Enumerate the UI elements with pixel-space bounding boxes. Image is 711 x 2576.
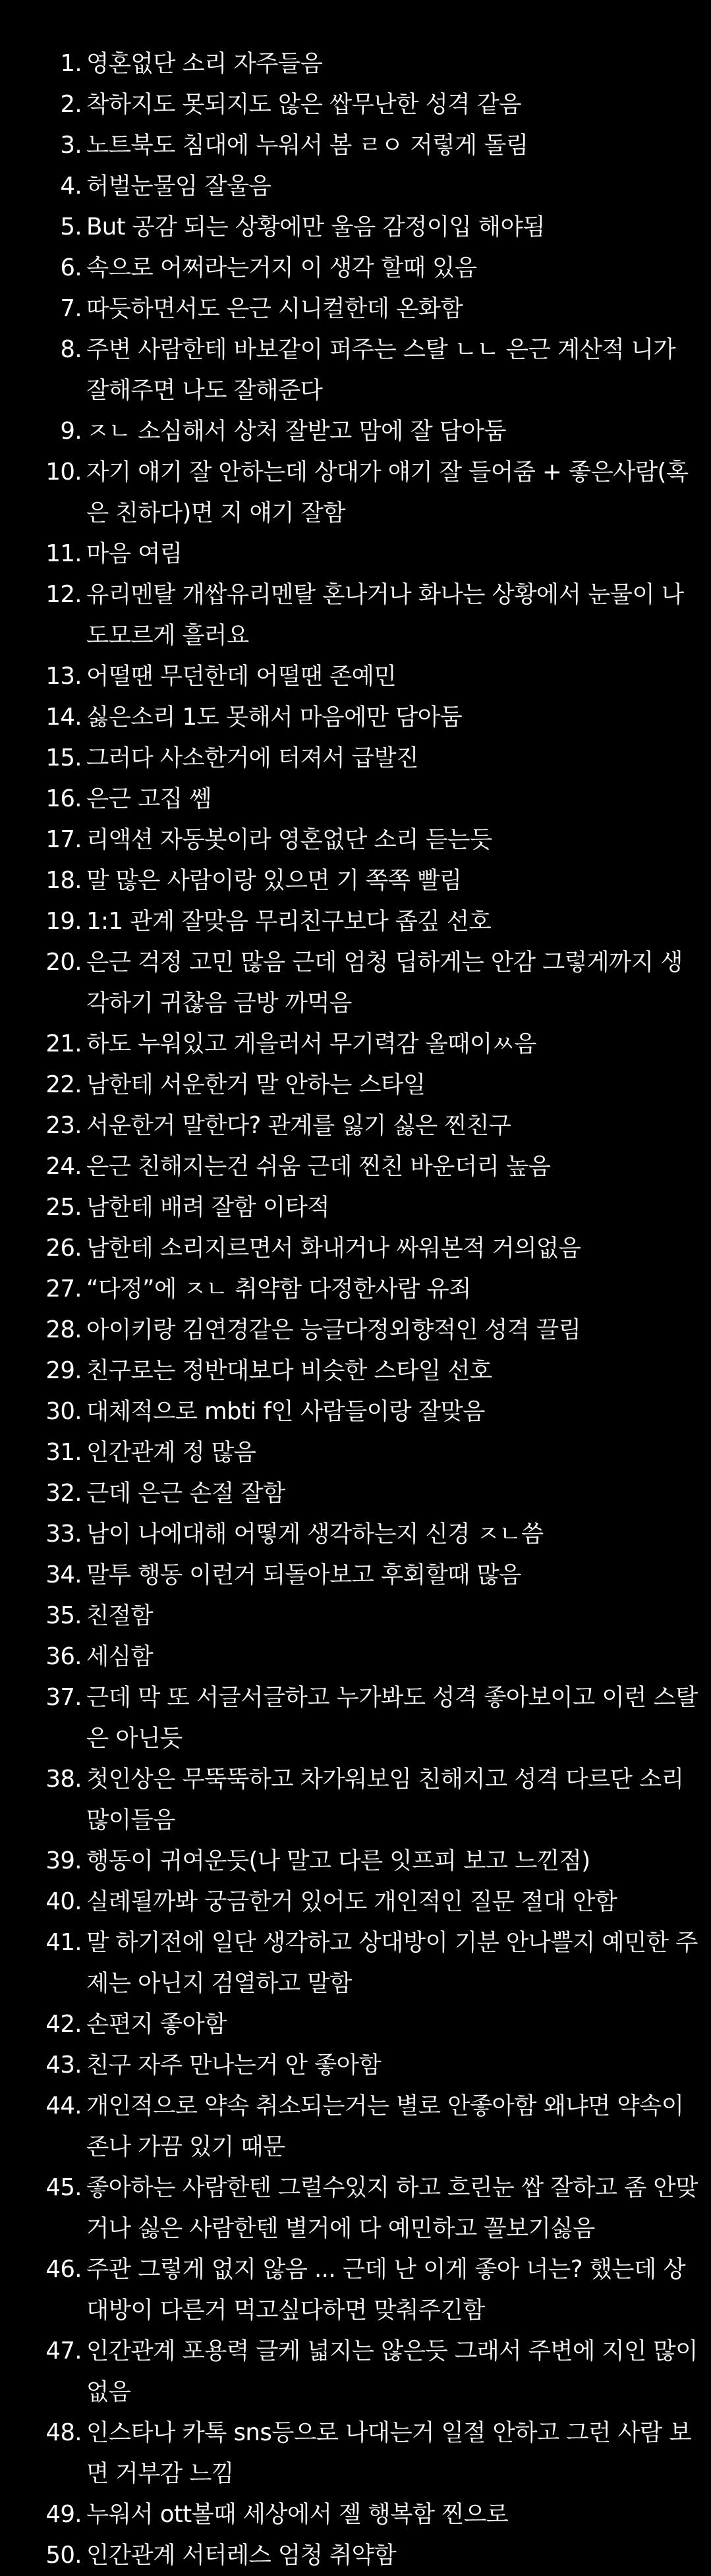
list-item — [0, 942, 698, 1024]
list-item-number: 41. — [45, 1929, 82, 1956]
list-item-number: 7. — [60, 295, 82, 322]
list-item-number: 16. — [45, 785, 82, 812]
list-item-number: 2. — [60, 91, 82, 118]
list-item-text: 서운한거 말한다? 관계를 잃기 싫은 찐친구 — [86, 1112, 511, 1139]
list-item — [0, 411, 698, 452]
list-item-number: 8. — [60, 336, 82, 363]
list-item-text: 인간관계 정 많음 — [86, 1439, 256, 1466]
list-item-text: 친구 자주 만나는거 안 좋아함 — [86, 2052, 382, 2079]
list-item-text: 노트북도 침대에 누워서 봄 ㄹㅇ 저렇게 돌림 — [86, 132, 528, 159]
list-item-number: 43. — [45, 2052, 82, 2079]
list-item-number: 13. — [45, 663, 82, 690]
list-item — [0, 2086, 698, 2168]
list-item — [0, 1841, 698, 1882]
list-item — [0, 901, 698, 942]
list-item-number: 15. — [45, 744, 82, 771]
list-item-text: 개인적으로 약속 취소되는거는 별로 안좋아함 왜냐면 약속이 존나 가끔 있기 때문 — [86, 2092, 684, 2160]
list-item-text: 첫인상은 무뚝뚝하고 차가워보임 친해지고 성격 다르단 소리 많이들음 — [86, 1766, 684, 1834]
list-item-number: 42. — [45, 2011, 82, 2038]
list-item-number: 5. — [60, 213, 82, 240]
list-item — [0, 2535, 698, 2576]
list-item-text: 속으로 어쩌라는거지 이 생각 할때 있음 — [86, 254, 477, 281]
list-item-text: 아이키랑 김연경같은 능글다정외향적인 성격 끌림 — [86, 1316, 581, 1343]
list-item-text: 허벌눈물임 잘울음 — [86, 173, 271, 200]
list-item — [0, 697, 698, 738]
list-item — [0, 84, 698, 125]
list-item — [0, 1637, 698, 1677]
list-item — [0, 43, 698, 84]
list-item-text: 은근 친해지는건 쉬움 근데 찐친 바운더리 높음 — [86, 1153, 551, 1180]
list-item-text: 리액션 자동봇이라 영혼없단 소리 듣는듯 — [86, 826, 492, 853]
list-item — [0, 1351, 698, 1391]
list-item — [0, 452, 698, 534]
list-item — [0, 1514, 698, 1555]
list-item-number: 40. — [45, 1888, 82, 1915]
list-item — [0, 574, 698, 656]
list-item-number: 11. — [45, 540, 82, 567]
list-item-number: 14. — [45, 704, 82, 731]
list-item-number: 29. — [45, 1357, 82, 1384]
list-item-text: 근데 은근 손절 잘함 — [86, 1480, 285, 1507]
list-item-number: 31. — [45, 1439, 82, 1466]
list-item — [0, 860, 698, 901]
list-item-number: 10. — [45, 459, 82, 486]
list-item-number: 28. — [45, 1316, 82, 1343]
list-item — [0, 1065, 698, 1106]
list-item-text: 마음 여림 — [86, 540, 183, 567]
list-item — [0, 1269, 698, 1310]
list-item — [0, 1391, 698, 1432]
list-item — [0, 1146, 698, 1187]
list-item — [0, 1024, 698, 1065]
list-item-text: 누워서 ott볼때 세상에서 젤 행복함 찐으로 — [86, 2501, 509, 2528]
list-item-text: 따듯하면서도 은근 시니컬한데 온화함 — [86, 295, 463, 322]
list-item — [0, 779, 698, 820]
list-item-number: 48. — [45, 2419, 82, 2446]
list-item-text: 유리멘탈 개쌉유리멘탈 혼나거나 화나는 상황에서 눈물이 나도모르게 흘러요 — [86, 581, 684, 649]
list-item-number: 4. — [60, 173, 82, 200]
list-item-number: 23. — [45, 1112, 82, 1139]
list-item-text: 남이 나에대해 어떻게 생각하는지 신경 ㅈㄴ씀 — [86, 1521, 544, 1548]
list-item-number: 47. — [45, 2338, 82, 2365]
list-item-number: 38. — [45, 1766, 82, 1793]
list-item-text: 인스타나 카톡 sns등으로 나대는거 일절 안하고 그런 사람 보면 거부감 느낌 — [86, 2419, 692, 2487]
list-item — [0, 738, 698, 779]
list-item-number: 50. — [45, 2542, 82, 2569]
list-item-text: 말 하기전에 일단 생각하고 상대방이 기분 안나쁠지 예민한 주제는 아닌지 검열하고 말함 — [86, 1929, 698, 1997]
list-item-number: 27. — [45, 1275, 82, 1302]
list-item-text: 하도 누워있고 게을러서 무기력감 올때이ㅆ음 — [86, 1030, 536, 1057]
list-item — [0, 1677, 698, 1759]
list-item — [0, 1228, 698, 1269]
list-item-text: ㅈㄴ 소심해서 상처 잘받고 맘에 잘 담아둠 — [86, 418, 506, 445]
list-item — [0, 1432, 698, 1473]
list-item — [0, 1187, 698, 1228]
list-item — [0, 329, 698, 411]
list-item-text: 손편지 좋아함 — [86, 2011, 227, 2038]
list-item — [0, 1473, 698, 1514]
list-item-text: 은근 고집 쎔 — [86, 785, 212, 812]
list-item — [0, 1555, 698, 1596]
list-item — [0, 2045, 698, 2086]
list-item-number: 19. — [45, 908, 82, 935]
list-item-text: 행동이 귀여운듯(나 말고 다른 잇프피 보고 느낀점) — [86, 1847, 590, 1874]
list-item-number: 32. — [45, 1480, 82, 1507]
list-item — [0, 656, 698, 697]
list-item-text: 대체적으로 mbti f인 사람들이랑 잘맞음 — [86, 1398, 485, 1425]
list-item-number: 33. — [45, 1521, 82, 1548]
list-item-number: 1. — [60, 50, 82, 77]
list-item-number: 49. — [45, 2501, 82, 2528]
list-item-text: 주관 그렇게 없지 않음 ... 근데 난 이게 좋아 너는? 했는데 상대방이 다른거 먹고싶다하면 맞춰주긴함 — [86, 2256, 686, 2324]
list-item-number: 46. — [45, 2256, 82, 2283]
list-item-text: But 공감 되는 상황에만 울음 감정이입 해야됨 — [86, 213, 545, 240]
list-item-text: 1:1 관계 잘맞음 무리친구보다 좁깊 선호 — [86, 908, 492, 935]
list-item-text: 남한테 소리지르면서 화내거나 싸워본적 거의없음 — [86, 1235, 581, 1262]
list-item-number: 34. — [45, 1561, 82, 1588]
list-item-number: 20. — [45, 949, 82, 976]
list-item-text: 실례될까봐 궁금한거 있어도 개인적인 질문 절대 안함 — [86, 1888, 617, 1915]
list-item-number: 36. — [45, 1643, 82, 1670]
list-item-text: 근데 막 또 서글서글하고 누가봐도 성격 좋아보이고 이런 스탈은 아닌듯 — [86, 1684, 698, 1752]
list-item — [0, 1882, 698, 1922]
list-item-text: 말투 행동 이런거 되돌아보고 후회할때 많음 — [86, 1561, 521, 1588]
list-item-number: 12. — [45, 581, 82, 608]
list-item — [0, 248, 698, 289]
list-item-text: 좋아하는 사람한텐 그럴수있지 하고 흐린눈 쌉 잘하고 좀 안맞거나 싫은 사람한텐 별거에 다 예민하고 꼴보기싫음 — [86, 2174, 698, 2242]
list-item-number: 26. — [45, 1235, 82, 1262]
list-item-number: 21. — [45, 1030, 82, 1057]
list-item-number: 3. — [60, 132, 82, 159]
list-item-number: 17. — [45, 826, 82, 853]
list-item-number: 9. — [60, 418, 82, 445]
list-item — [0, 2331, 698, 2413]
list-item — [0, 125, 698, 166]
list-item — [0, 1596, 698, 1637]
list-item — [0, 2413, 698, 2494]
list-item-text: 남한테 서운한거 말 안하는 스타일 — [86, 1071, 426, 1098]
list-item-text: 인간관계 포용력 글케 넓지는 않은듯 그래서 주변에 지인 많이 없음 — [86, 2338, 698, 2405]
list-item-text: 남한테 배려 잘함 이타적 — [86, 1194, 329, 1221]
list-item-text: 인간관계 서터레스 엄청 취약함 — [86, 2542, 397, 2569]
list-item-number: 22. — [45, 1071, 82, 1098]
list-item-text: 주변 사람한테 바보같이 퍼주는 스탈 ㄴㄴ 은근 계산적 니가 잘해주면 나도 잘해준다 — [86, 336, 676, 404]
list-item-text: 말 많은 사람이랑 있으면 기 쪽쪽 빨림 — [86, 867, 462, 894]
list-item-number: 45. — [45, 2174, 82, 2201]
list-item-text: 친절함 — [86, 1602, 154, 1629]
list-item-number: 37. — [45, 1684, 82, 1711]
list-item — [0, 1310, 698, 1351]
list-item-text: 싫은소리 1도 못해서 마음에만 담아둠 — [86, 704, 463, 731]
list-item-number: 35. — [45, 1602, 82, 1629]
list-item — [0, 2494, 698, 2535]
list-item — [0, 820, 698, 860]
list-item — [0, 2004, 698, 2045]
list-item-text: 은근 걱정 고민 많음 근데 엄청 딥하게는 안감 그렇게까지 생각하기 귀찮음 금방 까먹음 — [86, 949, 683, 1017]
list-item-text: 그러다 사소한거에 터져서 급발진 — [86, 744, 418, 771]
list-item-number: 39. — [45, 1847, 82, 1874]
list-item-text: 자기 얘기 잘 안하는데 상대가 얘기 잘 들어줌 + 좋은사람(혹은 친하다)면 지 얘기 잘함 — [86, 459, 689, 526]
list-item — [0, 1922, 698, 2004]
list-item — [0, 207, 698, 248]
list-item-number: 44. — [45, 2092, 82, 2119]
list-item-number: 24. — [45, 1153, 82, 1180]
list-item — [0, 2168, 698, 2249]
list-item — [0, 2249, 698, 2331]
list-item — [0, 534, 698, 574]
list-item — [0, 289, 698, 329]
list-item-number: 30. — [45, 1398, 82, 1425]
list-item-number: 18. — [45, 867, 82, 894]
list-item-text: 영혼없단 소리 자주들음 — [86, 50, 323, 77]
list-item-number: 6. — [60, 254, 82, 281]
list-item-text: 세심함 — [86, 1643, 154, 1670]
list-item — [0, 166, 698, 207]
list-item-number: 25. — [45, 1194, 82, 1221]
list-item — [0, 1106, 698, 1146]
list-item-text: 착하지도 못되지도 않은 쌉무난한 성격 같음 — [86, 91, 521, 118]
list-item-text: 친구로는 정반대보다 비슷한 스타일 선호 — [86, 1357, 492, 1384]
list-item-text: “다정”에 ㅈㄴ 취약함 다정한사람 유죄 — [86, 1275, 471, 1302]
list-item-text: 어떨땐 무던한데 어떨땐 존예민 — [86, 663, 397, 690]
list-item — [0, 1759, 698, 1841]
